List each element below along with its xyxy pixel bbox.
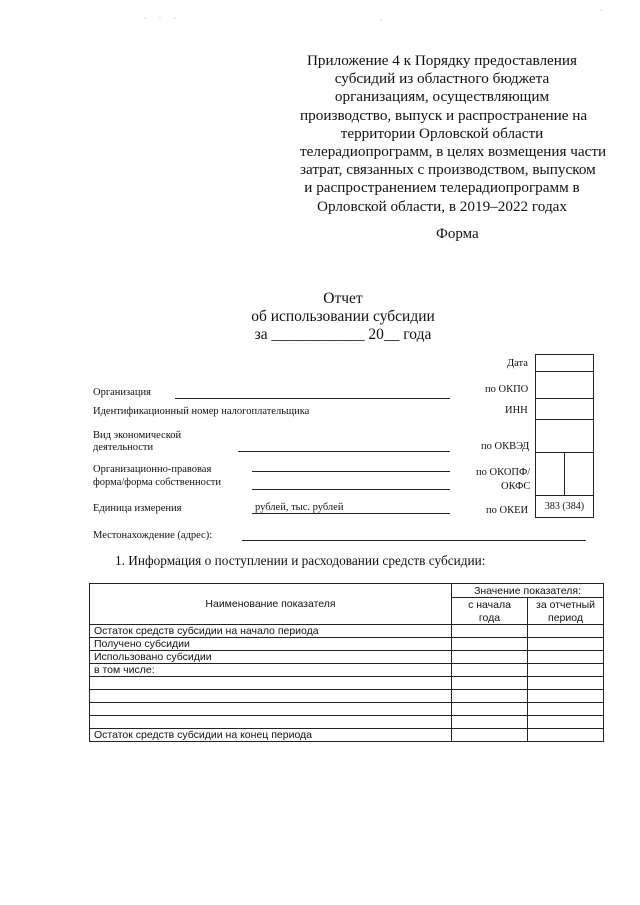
legal-form-fill-line [252, 471, 450, 472]
activity-fill-line [238, 451, 450, 452]
okopf-label: по ОКОПФ/ [476, 467, 531, 478]
row-label: Получено субсидии [90, 638, 452, 651]
legal-form-label-2: форма/форма собственности [93, 477, 221, 488]
value-start-cell[interactable] [452, 729, 528, 742]
heading-line: телерадиопрограмм, в целях возмещения части [300, 143, 607, 161]
form-label: Форма [436, 226, 479, 242]
org-fill-line [175, 398, 450, 399]
heading-line: Орловской области, в 2019–2022 годах [316, 197, 568, 215]
heading-line: организациям, осуществляющим [334, 88, 550, 106]
inn-full-label: Идентификационный номер налогоплательщика [93, 406, 310, 417]
col-header-start-2: года [452, 611, 528, 625]
value-start-cell[interactable] [452, 716, 528, 729]
table-row [90, 703, 604, 716]
table-row [90, 664, 604, 677]
date-code-box [535, 354, 594, 372]
row-label: Использовано субсидии [90, 651, 452, 664]
value-period-cell[interactable] [528, 651, 604, 664]
report-subtitle: об использовании субсидии [251, 308, 435, 325]
value-period-cell[interactable] [528, 690, 604, 703]
value-period-cell[interactable] [528, 638, 604, 651]
inn-label: ИНН [505, 405, 528, 416]
legal-form-label: Организационно-правовая [93, 464, 212, 475]
okfs-code-box [564, 452, 594, 496]
value-period-cell[interactable] [528, 729, 604, 742]
col-header-value-group: Значение показателя: [452, 584, 604, 598]
table-header-row [90, 584, 604, 598]
row-label: Остаток средств субсидии на начало периода [90, 625, 452, 638]
row-label[interactable] [90, 677, 452, 690]
table-row [90, 716, 604, 729]
activity-label-2: деятельности [93, 442, 154, 453]
unit-fill-line [252, 513, 450, 514]
okopf-code-box [535, 452, 565, 496]
heading-line: и распространением телерадиопрограмм в [304, 179, 580, 197]
row-label[interactable] [90, 703, 452, 716]
table-row [90, 625, 604, 638]
scan-specks: · · · [144, 14, 181, 23]
year-suffix: года [403, 326, 432, 343]
value-start-cell[interactable] [452, 638, 528, 651]
period-blank: ____________ [271, 326, 365, 343]
scan-specks: · [600, 6, 608, 15]
subsidy-info-table [89, 583, 604, 742]
date-label: Дата [507, 358, 528, 369]
year-prefix: 20 [368, 326, 384, 343]
value-period-cell[interactable] [528, 664, 604, 677]
value-start-cell[interactable] [452, 651, 528, 664]
heading-line: Приложение 4 к Порядку предоставления [306, 52, 578, 69]
okei-code-box [535, 495, 594, 518]
row-label: в том числе: [90, 664, 452, 677]
row-label: Остаток средств субсидии на конец периода [90, 729, 452, 742]
col-header-period: за отчетный [528, 598, 604, 612]
unit-value: рублей, тыс. рублей [255, 502, 344, 513]
value-start-cell[interactable] [452, 625, 528, 638]
value-start-cell[interactable] [452, 664, 528, 677]
heading-line: субсидий из областного бюджета [334, 70, 550, 88]
value-period-cell[interactable] [528, 716, 604, 729]
col-header-start: с начала [452, 598, 528, 612]
row-label[interactable] [90, 690, 452, 703]
heading-line: территории Орловской области [340, 124, 544, 142]
org-label: Организация [93, 387, 151, 398]
value-start-cell[interactable] [452, 703, 528, 716]
table-row [90, 651, 604, 664]
scan-specks: · [380, 16, 388, 25]
value-start-cell[interactable] [452, 690, 528, 703]
okpo-label: по ОКПО [485, 384, 529, 395]
okved-code-box [535, 419, 594, 453]
col-header-period-2: период [528, 611, 604, 625]
value-start-cell[interactable] [452, 677, 528, 690]
okei-label: по ОКЕИ [486, 505, 529, 516]
address-fill-line [242, 540, 586, 541]
value-period-cell[interactable] [528, 625, 604, 638]
ownership-fill-line [252, 489, 450, 490]
okei-code-value: 383 (384) [544, 501, 585, 512]
row-label[interactable] [90, 716, 452, 729]
report-title: Отчет [323, 290, 363, 307]
report-period [236, 326, 450, 344]
section-1-title: 1. Информация о поступлении и расходовании средств субсидии: [115, 553, 486, 568]
address-label: Местонахождение (адрес): [93, 530, 213, 541]
year-blank: __ [383, 326, 400, 343]
okpo-code-box [535, 371, 594, 399]
table-row [90, 690, 604, 703]
activity-label: Вид экономической [93, 430, 182, 441]
okved-label: по ОКВЭД [481, 441, 530, 452]
okfs-label: ОКФС [501, 481, 531, 492]
inn-code-box [535, 398, 594, 420]
period-prefix: за [254, 326, 268, 343]
value-period-cell[interactable] [528, 677, 604, 690]
table-row [90, 729, 604, 742]
table-row [90, 677, 604, 690]
appendix-heading [300, 52, 607, 216]
unit-label: Единица измерения [93, 503, 182, 514]
value-period-cell[interactable] [528, 703, 604, 716]
table-row [90, 638, 604, 651]
col-header-name: Наименование показателя [90, 584, 452, 625]
heading-line: производство, выпуск и распространение на [300, 106, 588, 124]
heading-line: затрат, связанных с производством, выпуском [300, 161, 596, 179]
